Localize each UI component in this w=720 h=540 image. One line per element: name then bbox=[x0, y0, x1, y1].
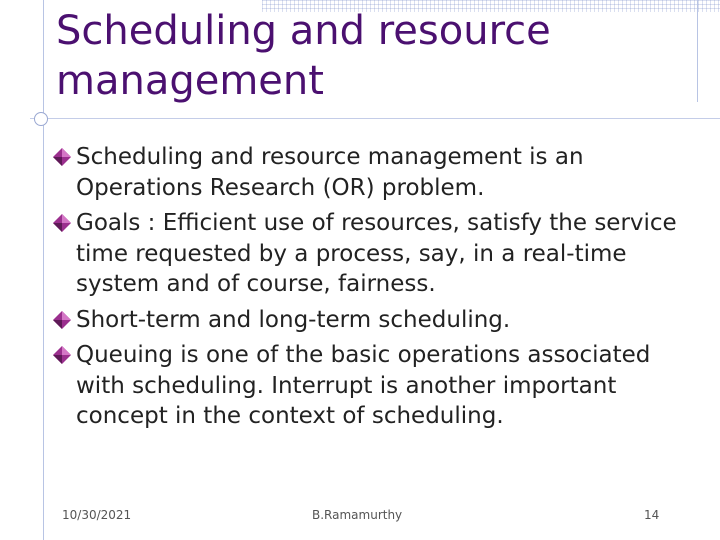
bullet-item bbox=[52, 305, 692, 336]
decorative-ring-icon bbox=[34, 112, 48, 126]
bullet-text: Short-term and long-term scheduling. bbox=[76, 306, 511, 333]
diamond-bullet-icon bbox=[52, 305, 76, 335]
diamond-bullet-icon bbox=[52, 208, 76, 238]
slide-title: Scheduling and resource management bbox=[56, 8, 551, 104]
footer-page-number: 14 bbox=[644, 508, 660, 522]
bullet-list bbox=[52, 142, 692, 437]
diamond-bullet-icon bbox=[52, 142, 76, 172]
bullet-text: Queuing is one of the basic operations associated with scheduling. Interrupt is another important concept in the context of scheduling. bbox=[76, 342, 651, 429]
bullet-text: Scheduling and resource management is an Operations Research (OR) problem. bbox=[76, 144, 584, 201]
diamond-bullet-icon bbox=[52, 340, 76, 370]
bullet-item bbox=[52, 142, 692, 203]
footer-author: B.Ramamurthy bbox=[312, 508, 403, 522]
title-underline bbox=[30, 118, 720, 119]
bullet-item bbox=[52, 340, 692, 432]
right-guide-line bbox=[697, 0, 698, 102]
bullet-text: Goals : Efficient use of resources, satisfy the service time requested by a process, say, in a real-time system and of course, fairness. bbox=[76, 210, 677, 297]
bullet-item bbox=[52, 208, 692, 300]
left-guide-line bbox=[43, 0, 44, 540]
footer-date: 10/30/2021 bbox=[62, 508, 132, 522]
